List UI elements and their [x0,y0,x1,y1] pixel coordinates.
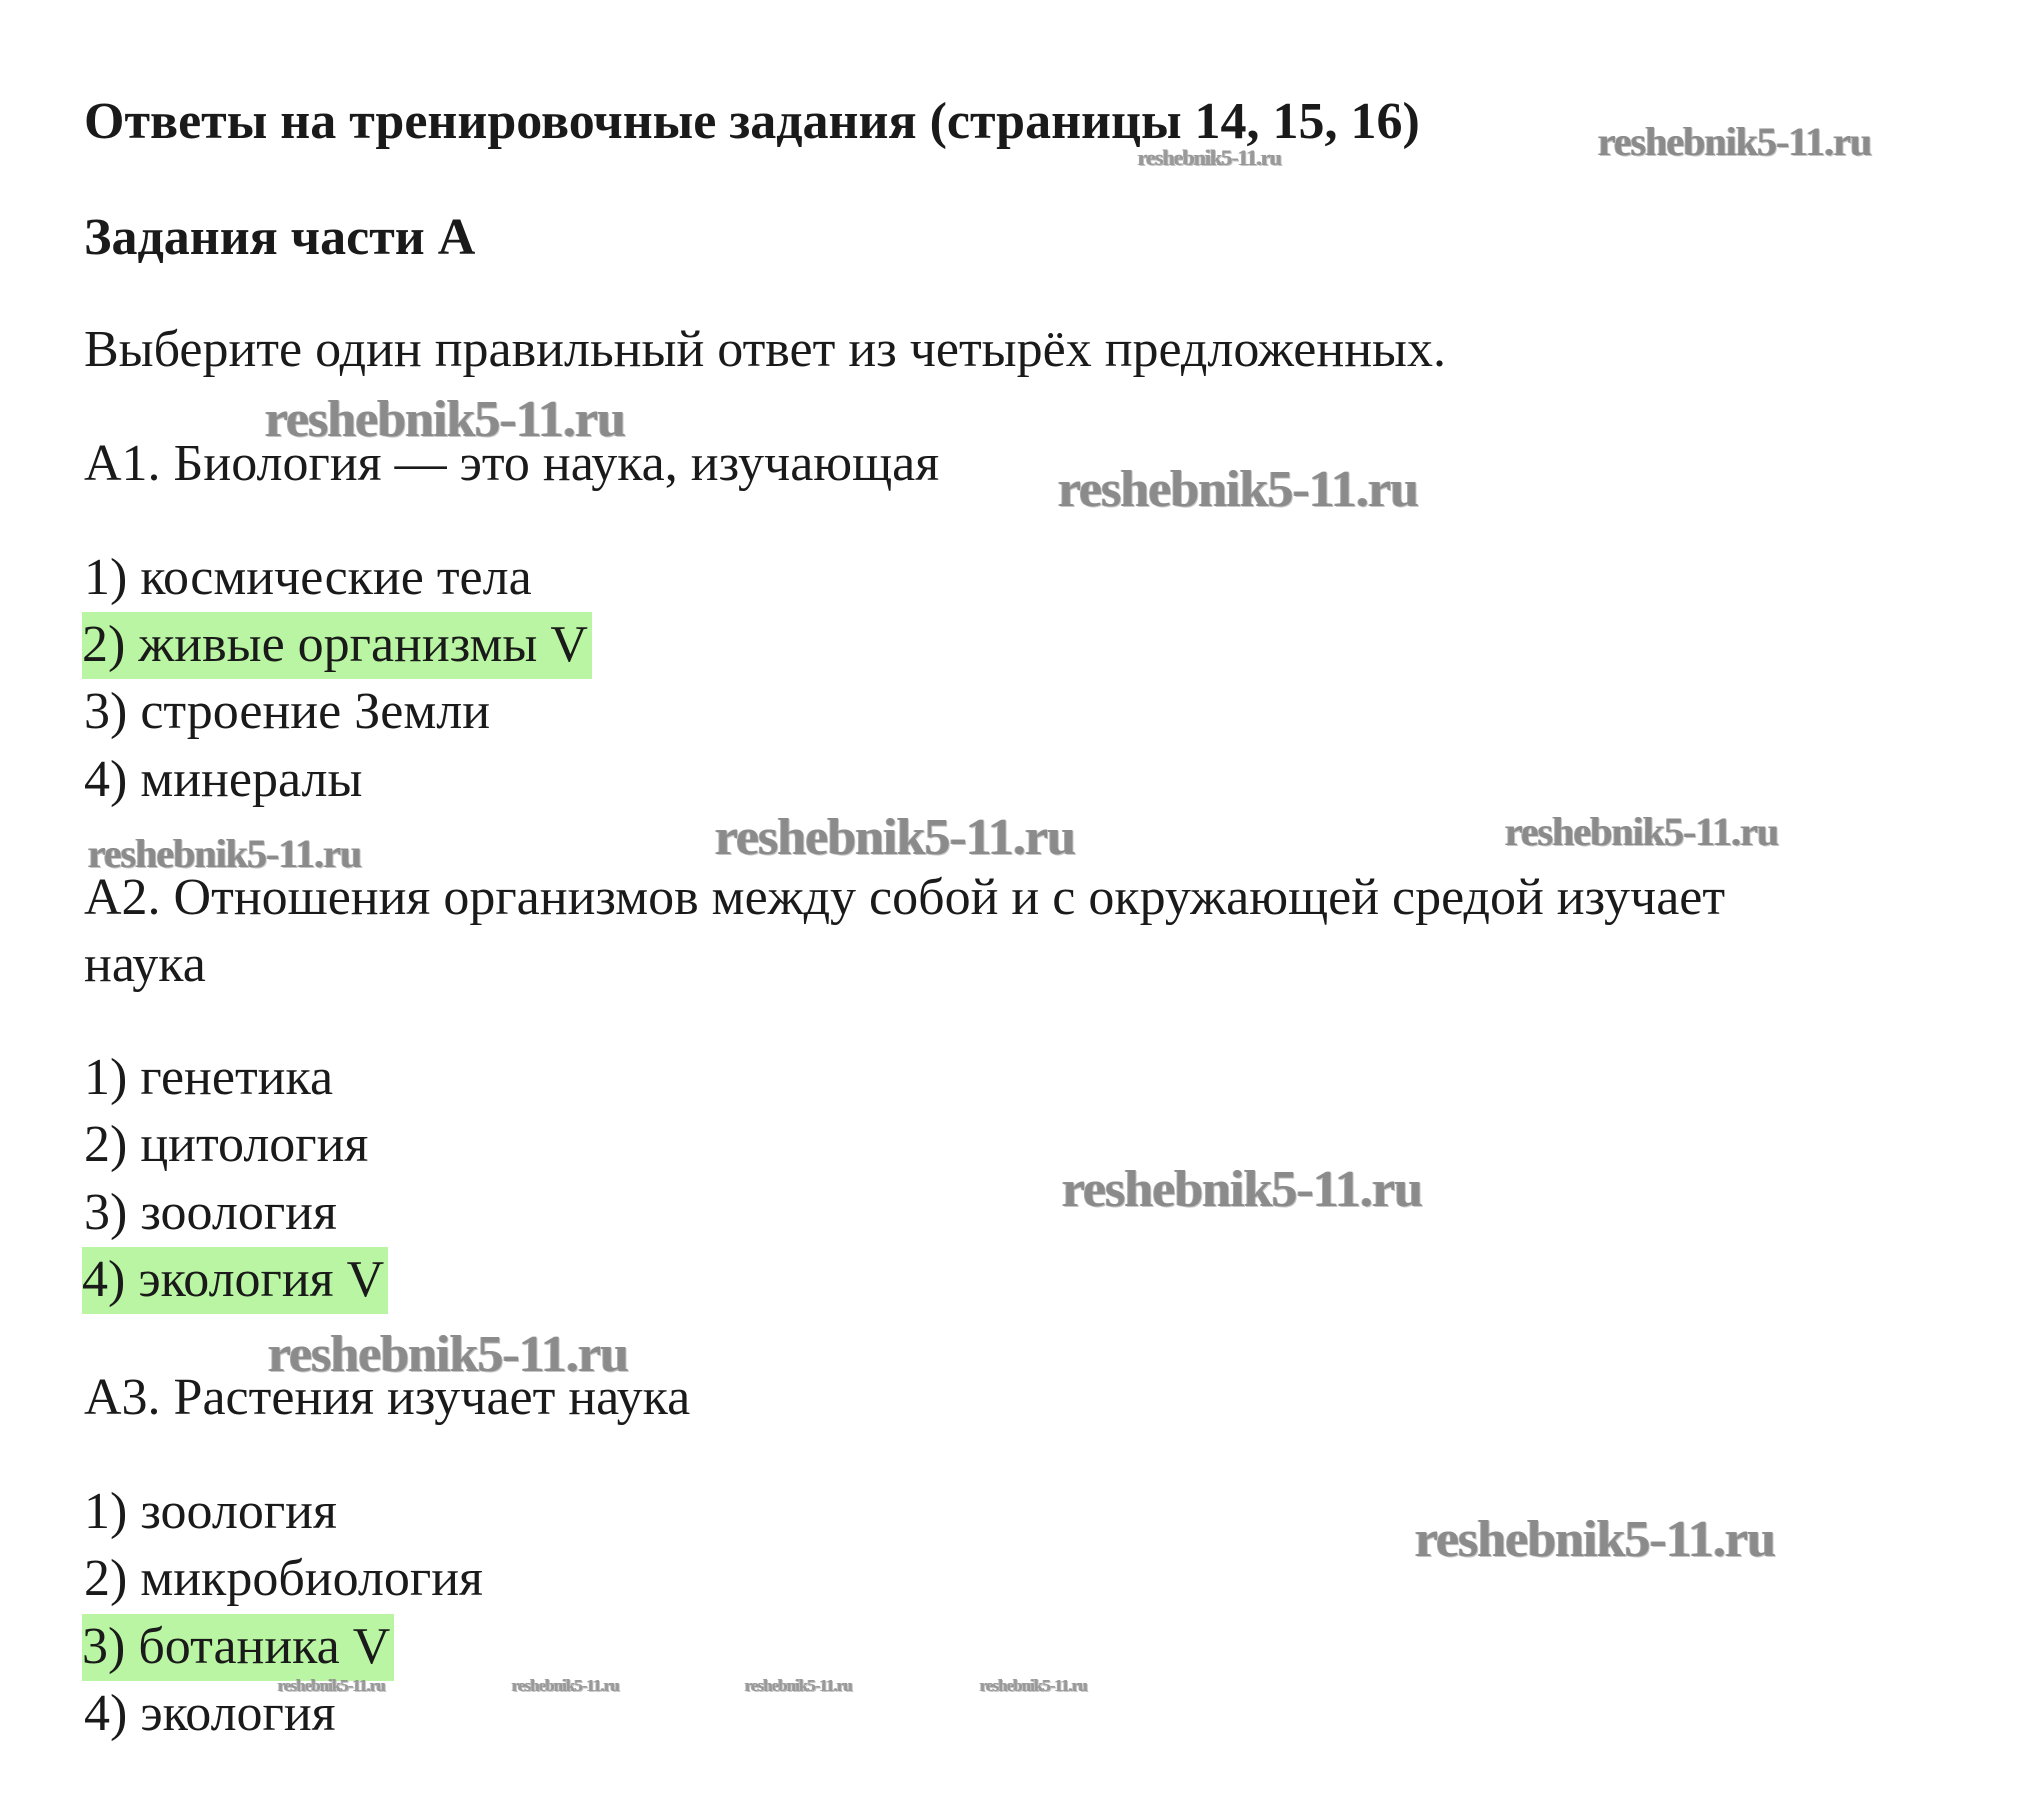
watermark: reshebnik5-11.ru [980,1676,1087,1695]
question-a2-option-3[interactable]: 3) зоология [84,1184,337,1241]
correct-answer-highlight: 4) экология V [82,1247,388,1314]
question-a1-option-1[interactable]: 1) космические тела [84,549,532,606]
watermark: reshebnik5-11.ru [1505,809,1779,854]
question-a2-text-line1: А2. Отношения организмов между собой и с окружающей средой изучает [84,869,1726,926]
watermark: reshebnik5-11.ru [715,809,1076,866]
question-a2-option-4-correct[interactable] [84,1250,388,1310]
correct-answer-highlight: 2) живые организмы V [82,612,592,679]
question-a3-text: А3. Растения изучает наука [84,1369,691,1426]
watermark: reshebnik5-11.ru [278,1676,385,1695]
watermark: reshebnik5-11.ru [88,831,362,876]
question-a2-text-line2: наука [84,936,206,993]
question-a3-option-1[interactable]: 1) зоология [84,1483,337,1540]
question-a1-option-2-correct[interactable] [84,615,592,675]
question-a2-option-1[interactable]: 1) генетика [84,1049,334,1106]
watermark: reshebnik5-11.ru [512,1676,619,1695]
watermark: reshebnik5-11.ru [265,391,626,448]
question-a3-option-4[interactable]: 4) экология [84,1685,336,1742]
watermark: reshebnik5-11.ru [1058,461,1419,518]
watermark: reshebnik5-11.ru [1062,1161,1423,1218]
watermark: reshebnik5-11.ru [1598,119,1872,164]
question-a3-option-2[interactable]: 2) микробиология [84,1550,483,1607]
question-a1-text: А1. Биология — это наука, изучающая [84,435,940,492]
watermark: reshebnik5-11.ru [1415,1511,1776,1568]
instruction-text: Выберите один правильный ответ из четырёх предложенных. [84,321,1446,378]
question-a1-option-4[interactable]: 4) минералы [84,751,363,808]
section-heading: Задания части А [84,209,476,266]
question-a1-option-3[interactable]: 3) строение Земли [84,683,491,740]
watermark: reshebnik5-11.ru [745,1676,852,1695]
question-a3-option-3-correct[interactable] [84,1617,394,1677]
watermark: reshebnik5-11.ru [268,1326,629,1383]
question-a2-option-2[interactable]: 2) цитология [84,1116,369,1173]
correct-answer-highlight: 3) ботаника V [82,1614,394,1681]
page-title: Ответы на тренировочные задания (страницы 14, 15, 16) [84,93,1420,150]
watermark: reshebnik5-11.ru [1138,145,1282,170]
